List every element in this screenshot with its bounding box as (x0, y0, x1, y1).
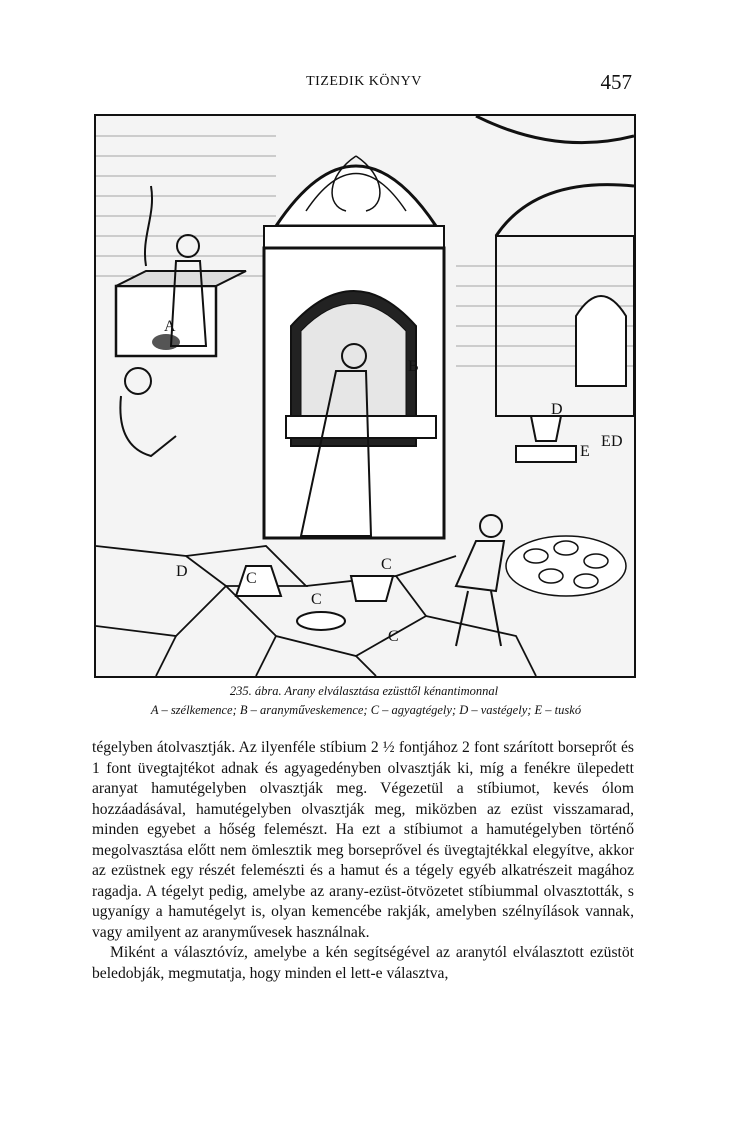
wind-furnace-a (116, 186, 246, 356)
heap (506, 536, 626, 596)
label-d-2: D (551, 401, 563, 418)
paragraph: tégelyben átolvasztják. Az ilyenféle stíbium 2 ½ fontjához 2 font szárított borseprőt és 1 font üvegtajtékot adnak és agyagedényben olvasztják ki, míg a fenékre ülepedett aranyat hamutégelyben olvasztják meg. Végezetül a stíbiumot, kevés ólom hozzáadásával, hamutégelyben olvasztják meg, miközben az ezüst visszamarad, minden egyebet a hőség felemészt. Ha ezt a stíbiumot a hamutégelyben történő megolvasztása előtt nem ömlesztik meg borseprővel és üvegtajtékkal elegyítve, akkor az ezüstnek egy részét felemészti és a hamut és a tégely egyéb alkatrészeit magához ragadja. A tégelyt pedig, amelybe az arany-ezüst-ötvözetet stíbiummal olvasztották, s ugyanígy a hamutégelyt is, olyan kemencébe rakják, amelyben szélnyílások vannak, vagy amilyent az aranyművesek használnak. (92, 739, 634, 941)
woodcut-drawing (96, 116, 634, 676)
label-d: D (176, 563, 188, 580)
label-c-4: C (388, 628, 399, 645)
flagstone-floor (96, 546, 536, 676)
label-c: C (246, 570, 257, 587)
small-furnace-right (576, 296, 626, 386)
paragraph: Miként a választóvíz, amelybe a kén segítségével az aranytól elválasztott ezüstöt beledobják, megmutatja, hogy minden el lett-e választva, (92, 944, 634, 982)
label-e-2: E (601, 433, 611, 450)
woodcut-illustration (94, 114, 636, 678)
figure-caption: 235. ábra. Arany elválasztása ezüsttől kénantimonnal (229, 684, 499, 698)
running-title: TIZEDIK KÖNYV (306, 74, 422, 89)
label-d-3: D (611, 433, 623, 450)
label-e: E (580, 443, 590, 460)
figure-legend: A – szélkemence; B – aranyműveskemence; C – agyagtégely; D – vastégely; E – tuskó (150, 703, 582, 717)
label-a: A (164, 318, 176, 335)
running-head (96, 70, 632, 94)
label-b: B (408, 358, 419, 375)
goldsmith-furnace (264, 156, 444, 538)
label-c-2: C (311, 591, 322, 608)
page-number: 457 (600, 70, 632, 94)
vault-arch (476, 116, 634, 143)
vault-arch-inner (496, 185, 634, 236)
body-text (92, 738, 634, 984)
label-c-3: C (381, 556, 392, 573)
